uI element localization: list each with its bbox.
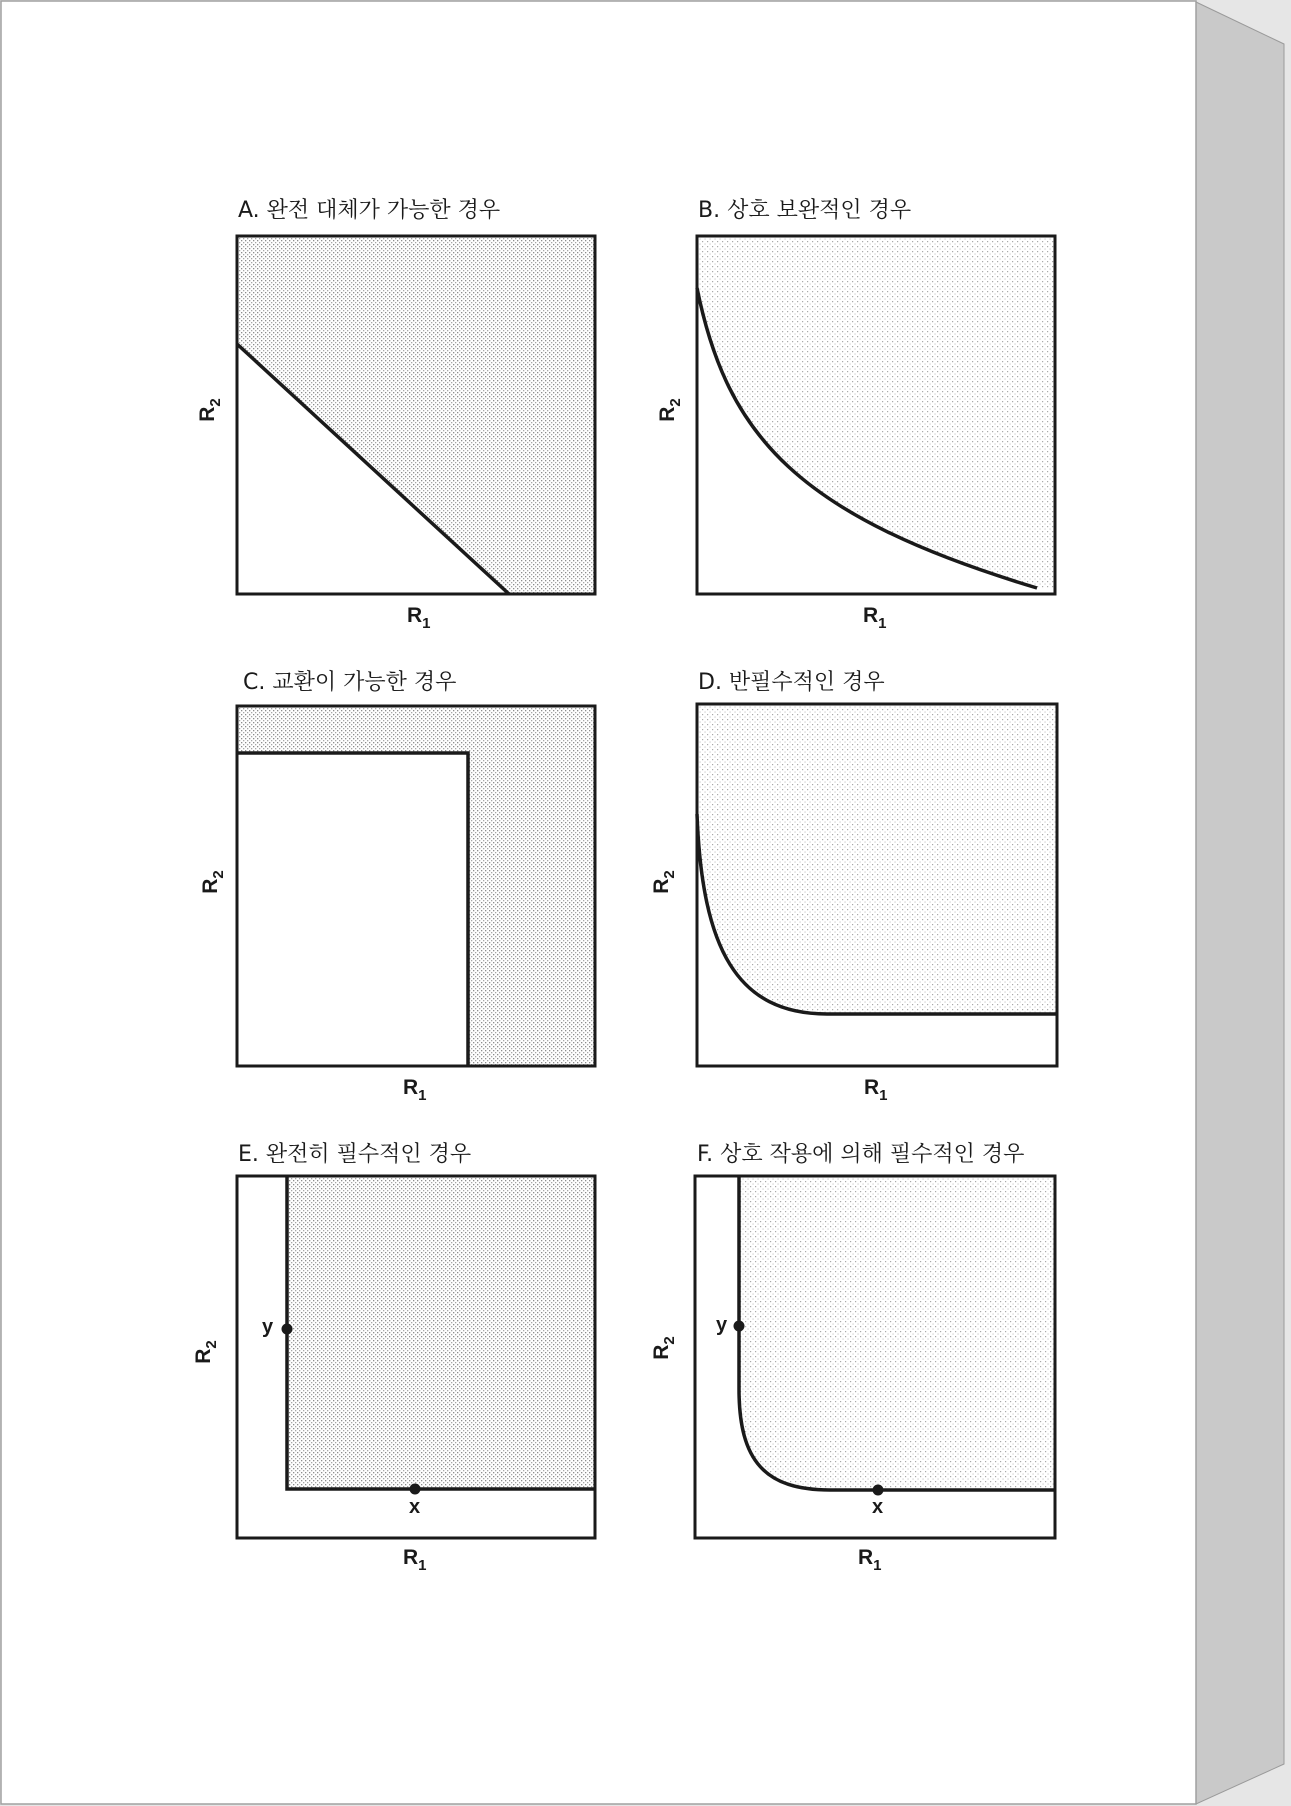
panel-d-x-label: $R_1$ bbox=[864, 1076, 888, 1104]
panel-c-unshaded-region bbox=[237, 753, 468, 1066]
panel-a-shaded-region bbox=[237, 236, 595, 594]
panel-e-y-label: $R_2$ bbox=[191, 1340, 220, 1364]
panel-c-chart bbox=[237, 706, 597, 1068]
panel-b-shaded-region bbox=[697, 236, 1055, 588]
panel-d-title: D. 반필수적인 경우 bbox=[698, 670, 885, 695]
panel-b-y-label: $R_2$ bbox=[655, 398, 684, 422]
panel-b-x-label: $R_1$ bbox=[863, 604, 887, 632]
panel-f-shaded-region bbox=[739, 1176, 1055, 1490]
panel-f-y-point-label: y bbox=[716, 1314, 728, 1336]
panel-e-point-x bbox=[410, 1484, 421, 1495]
panel-c-y-label: $R_2$ bbox=[198, 870, 227, 894]
panel-e-x-point-label: x bbox=[409, 1496, 421, 1518]
panel-d-y-label: $R_2$ bbox=[649, 870, 678, 894]
panel-e-y-point-label: y bbox=[262, 1316, 274, 1338]
panel-f-title: F. 상호 작용에 의해 필수적인 경우 bbox=[697, 1142, 1025, 1167]
panel-e-title: E. 완전히 필수적인 경우 bbox=[238, 1142, 472, 1167]
panel-c-title: C. 교환이 가능한 경우 bbox=[243, 670, 457, 695]
panel-b-chart bbox=[697, 236, 1057, 596]
panel-a-x-label: $R_1$ bbox=[407, 604, 431, 632]
panel-e-shaded-region bbox=[287, 1176, 595, 1489]
panel-f-chart bbox=[695, 1176, 1059, 1540]
panel-f-point-y bbox=[734, 1321, 745, 1332]
panel-f-x-point-label: x bbox=[872, 1496, 884, 1518]
panel-e-point-y bbox=[282, 1324, 293, 1335]
panel-c-x-label: $R_1$ bbox=[403, 1076, 427, 1104]
panel-a-chart bbox=[237, 236, 597, 596]
panel-f-y-label: $R_2$ bbox=[649, 1336, 678, 1360]
panel-f-x-label: $R_1$ bbox=[858, 1546, 882, 1574]
panel-e-chart bbox=[237, 1176, 597, 1540]
panel-f-point-x bbox=[873, 1485, 884, 1496]
panel-a-title: A. 완전 대체가 가능한 경우 bbox=[238, 198, 501, 223]
panel-e-x-label: $R_1$ bbox=[403, 1546, 427, 1574]
panel-a-y-label: $R_2$ bbox=[195, 398, 224, 422]
panel-b-title: B. 상호 보완적인 경우 bbox=[698, 198, 912, 223]
panel-d-shaded-region bbox=[697, 704, 1057, 1014]
panel-d-chart bbox=[697, 704, 1059, 1068]
